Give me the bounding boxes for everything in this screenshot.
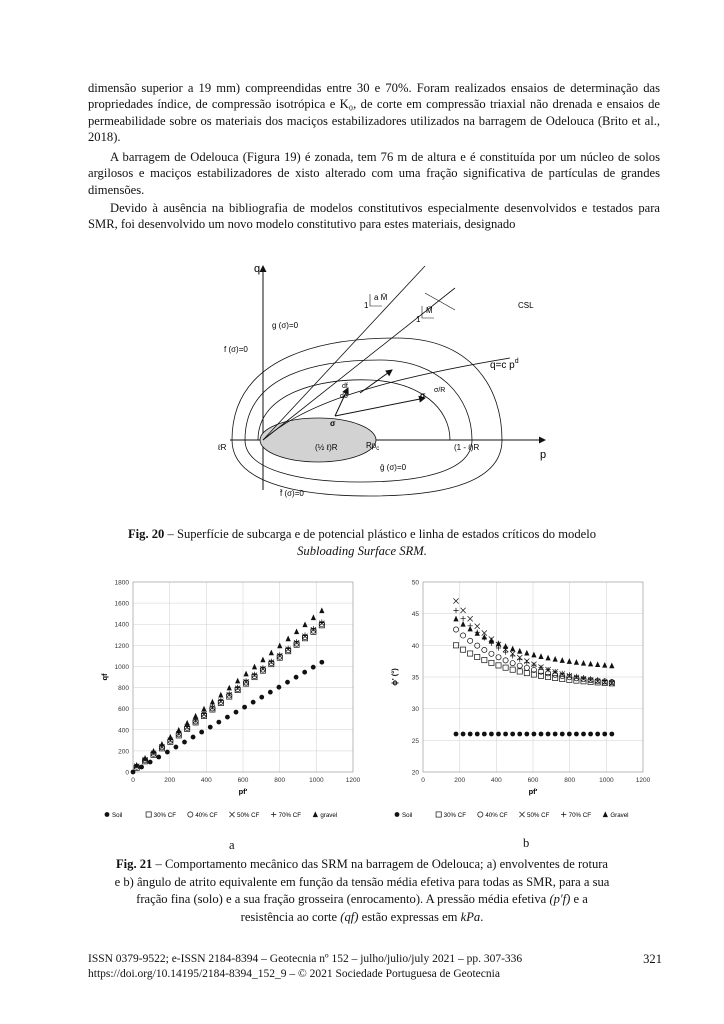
data-point (560, 671, 565, 676)
dsigma-label: dσ (340, 393, 349, 400)
y-tick-label: 200 (118, 748, 129, 756)
y-tick-label: 40 (411, 642, 419, 650)
fig20-caption-label: Fig. 20 (127, 527, 165, 541)
data-point (227, 691, 232, 696)
legend-label: 50% CF (527, 812, 550, 819)
data-point (235, 685, 240, 690)
fig21-caption: Fig. 21 – Comportamento mecânico das SRM na barragem de Odelouca; a) envolventes de rotura e b) ângulo de atrito equivalente em função da tensão média efetiva para todas as SMR, para a sua fração fina (solo) e a sua fração grosseira (enrocamento). A pressão média efetiva (p′f) e a resistência ao corte (qf) estão expressas em kPa. (114, 857, 610, 924)
data-point (510, 667, 515, 672)
data-point (453, 598, 458, 603)
f-surface-label: f (σ)=0 (224, 345, 248, 354)
paragraph-3: Devido à ausência na bibliografia de modelos constitutivos especialmente desenvolvidos e testados para SMR, foi desenvolvido um novo modelo constitutivo para estes materiais, designado (88, 201, 660, 232)
data-point (595, 677, 600, 682)
legend-label: Soil (112, 812, 123, 819)
data-point (319, 660, 324, 665)
data-point (242, 705, 247, 710)
slope-1-left: 1 (364, 301, 369, 310)
data-point (475, 624, 480, 629)
data-point (269, 659, 274, 664)
data-point (453, 608, 458, 613)
x-tick-label: 600 (237, 777, 249, 784)
x-tick-label: 1200 (635, 777, 651, 784)
data-point (468, 732, 473, 737)
y-tick-label: 1400 (114, 621, 129, 629)
data-point (546, 732, 551, 737)
data-point (460, 616, 465, 621)
data-point (503, 665, 508, 670)
fig21-caption-line4b: estão expressas em (361, 909, 458, 924)
footer-issn: ISSN 0379-9522; e-ISSN 2184-8394 – Geotecnia nº 152 – julho/julio/july 2021 – pp. 307-336 (88, 953, 523, 965)
data-point (216, 720, 221, 725)
data-point (468, 626, 473, 632)
data-point (524, 650, 529, 656)
csl-label: CSL (518, 301, 534, 310)
data-point (524, 670, 529, 675)
data-point (286, 646, 291, 651)
data-point (311, 626, 316, 631)
data-point (503, 650, 508, 655)
data-point (517, 669, 522, 674)
data-point (139, 765, 144, 770)
data-point (567, 658, 572, 664)
data-point (517, 732, 522, 737)
legend-marker (105, 812, 110, 817)
fig20-diagram (210, 258, 580, 508)
series-gravel (453, 616, 614, 669)
data-point (560, 657, 565, 663)
data-point (159, 741, 164, 747)
data-point (285, 680, 290, 685)
footer-doi: https://doi.org/10.14195/2184-8394_152_9 – © 2021 Sociedade Portuguesa de Geotecnia (88, 968, 500, 980)
y-tick-label: 600 (118, 706, 129, 714)
fig21-caption-line4: resistência ao corte (240, 909, 338, 924)
data-point (234, 710, 239, 715)
data-point (294, 628, 299, 634)
data-point (259, 695, 264, 700)
data-point (503, 658, 508, 663)
data-point (461, 732, 466, 737)
series-30-cf (134, 623, 324, 771)
legend-marker (603, 811, 608, 817)
data-point (319, 607, 324, 613)
chart-b (385, 572, 660, 834)
data-point (588, 732, 593, 737)
rpc-label: $Rp_c$ (366, 441, 380, 452)
data-point (251, 700, 256, 705)
y-tick-label: 1800 (114, 579, 129, 587)
legend-marker (519, 812, 524, 817)
data-point (475, 732, 480, 737)
data-point (524, 660, 529, 665)
data-point (182, 740, 187, 745)
data-point (286, 636, 291, 642)
data-point (148, 760, 153, 765)
data-point (489, 651, 494, 656)
x-tick-label: 1000 (599, 777, 614, 784)
data-point (581, 660, 586, 666)
data-point (489, 637, 494, 643)
data-point (482, 647, 487, 652)
fig21-caption-line3: fração fina (solo) e a sua fração grosseira (enrocamento). A pressão média efetiva (136, 892, 547, 906)
legend-marker (478, 812, 483, 817)
data-point (517, 663, 522, 668)
data-point (496, 663, 501, 668)
data-point (302, 670, 307, 675)
y-tick-label: 35 (411, 674, 419, 682)
data-point (235, 678, 240, 684)
legend-marker (313, 811, 318, 817)
legend-label: gravel (320, 812, 338, 819)
subfigure-b-label: b (523, 836, 530, 850)
data-point (460, 621, 465, 627)
x-tick-label: 400 (490, 777, 502, 784)
fig20-caption (60, 526, 664, 560)
x-tick-label: 400 (200, 777, 212, 784)
x-tick-label: 800 (274, 777, 286, 784)
x-axis-label: pf' (528, 787, 538, 796)
data-point (453, 616, 458, 622)
legend-marker (561, 812, 566, 817)
data-point (510, 646, 515, 652)
y-tick-label: 30 (411, 706, 419, 714)
data-point (553, 656, 558, 662)
data-point (475, 630, 480, 636)
y-tick-label: 20 (411, 769, 419, 777)
data-point (496, 655, 501, 660)
fig21-caption-pf: (p′f) (549, 892, 571, 906)
data-point (489, 732, 494, 737)
data-point (165, 750, 170, 755)
x-tick-label: 1000 (309, 777, 324, 784)
legend-label: Gravel (610, 812, 629, 819)
sigma-r-label: σ (420, 391, 426, 400)
data-point (191, 735, 196, 740)
slope-aM-label: a M̄ (374, 293, 388, 302)
data-point (531, 662, 536, 667)
fig21-caption-label: Fig. 21 (115, 857, 153, 871)
fig21-caption-line2: e b) ângulo de atrito equivalente em função da tensão média efetiva para todas as SMR, para a sua (114, 874, 610, 889)
data-point (524, 665, 529, 670)
y-tick-label: 1600 (114, 600, 129, 608)
data-point (524, 732, 529, 737)
data-point (243, 671, 248, 677)
data-point (475, 654, 480, 659)
fig20-caption-text: – Superfície de subcarga e de potencial plástico e linha de estados críticos do modelo (167, 527, 597, 541)
data-point (468, 638, 473, 643)
data-point (609, 679, 614, 684)
chart-a (95, 572, 370, 834)
data-point (609, 732, 614, 737)
series-soil (131, 660, 325, 775)
data-point (588, 661, 593, 667)
data-point (581, 732, 586, 737)
data-point (482, 658, 487, 663)
data-point (268, 690, 273, 695)
data-point (252, 672, 257, 677)
data-point (532, 732, 537, 737)
x-axis-label: pf' (238, 787, 248, 796)
paragraph-2: A barragem de Odelouca (Figura 19) é zonada, tem 76 m de altura e é constituída por um núcleo de solos argilosos e maciços estabilizadores de xisto alterado com uma fração significativa de partículas de grandes dimensões. (88, 150, 660, 197)
p-axis-label: p (540, 449, 547, 461)
fig21-caption-qf: (qf) (340, 909, 359, 924)
data-point (567, 732, 572, 737)
data-point (277, 652, 282, 657)
data-point (302, 633, 307, 638)
data-point (460, 633, 465, 638)
data-point (260, 657, 265, 663)
data-point (243, 678, 248, 683)
data-point (174, 745, 179, 750)
data-point (560, 732, 565, 737)
left-r-label: ℓR (218, 443, 227, 452)
slope-1-right: 1 (416, 315, 421, 324)
data-point (199, 730, 204, 735)
legend-label: Soil (402, 812, 413, 819)
data-point (496, 640, 501, 646)
fig21-caption-kpa: kPa (460, 909, 481, 924)
y-axis-label: qf (100, 673, 109, 681)
legend (105, 811, 338, 819)
g-surface-label: g (σ)=0 (272, 321, 299, 330)
x-tick-label: 1200 (345, 777, 361, 784)
legend-label: 70% CF (568, 812, 592, 819)
data-point (277, 685, 282, 690)
legend-label: 70% CF (278, 812, 302, 819)
subfigure-a-label: a (229, 838, 235, 852)
fig20-caption-italic: Subloading Surface SRM. (297, 544, 427, 558)
csl-equation: q=c $p^d$ (490, 358, 519, 371)
legend-marker (146, 812, 151, 817)
data-point (489, 660, 494, 665)
df-label: df (342, 383, 348, 390)
legend-marker (188, 812, 193, 817)
x-tick-label: 0 (131, 777, 135, 784)
x-tick-label: 800 (564, 777, 576, 784)
data-point (460, 608, 465, 613)
y-tick-label: 1000 (114, 663, 129, 671)
data-point (595, 661, 600, 667)
legend (395, 811, 629, 819)
series-soil (454, 732, 615, 737)
legend-marker (271, 812, 276, 817)
data-point (539, 732, 544, 737)
data-point (602, 732, 607, 737)
data-point (168, 734, 173, 740)
data-point (468, 651, 473, 656)
y-tick-label: 400 (118, 727, 129, 735)
slope-M-label: M̄ (426, 306, 433, 315)
data-point (574, 659, 579, 665)
y-tick-label: 0 (125, 769, 129, 777)
data-point (201, 711, 206, 716)
data-point (311, 665, 316, 670)
legend-label: 40% CF (485, 812, 508, 819)
data-point (225, 715, 230, 720)
data-point (510, 661, 515, 666)
mid-r-label: (½ ℓ)R (315, 443, 338, 452)
data-point (210, 699, 215, 705)
data-point (595, 732, 600, 737)
data-point (609, 663, 614, 669)
outer-surface (232, 338, 502, 496)
legend-marker (229, 812, 234, 817)
legend-label: 50% CF (237, 812, 260, 819)
legend-label: 30% CF (443, 812, 467, 819)
data-point (218, 692, 223, 698)
fig21-caption-line3b: e a (573, 892, 588, 906)
paragraph-1: dimensão superior a 19 mm) compreendidas entre 30 e 70%. Foram realizados ensaios de determinação das propriedades índice, de compressão isotrópica e K₀, de corte em compressão triaxial não drenada e ensaios de permeabilidade sobre os materiais dos maciços estabilizadores utilizados na barragem de Odelouca (Brito et al., 2018). (88, 81, 660, 145)
data-point (567, 672, 572, 677)
right-r-label: (1 - ℓ)R (454, 443, 480, 452)
x-tick-label: 600 (527, 777, 539, 784)
data-point (510, 653, 515, 658)
data-point (496, 732, 501, 737)
data-point (453, 627, 458, 632)
data-point (294, 639, 299, 644)
data-point (475, 643, 480, 648)
data-point (531, 652, 536, 658)
x-tick-label: 0 (421, 777, 425, 784)
data-point (294, 675, 299, 680)
y-tick-label: 1200 (114, 642, 129, 650)
y-tick-label: 25 (411, 737, 419, 745)
data-point (319, 620, 324, 625)
fbar-surface-label: f̄ (σ)=0 (280, 489, 304, 498)
x-tick-label: 200 (454, 777, 466, 784)
data-point (574, 732, 579, 737)
data-point (185, 720, 190, 726)
data-point (545, 655, 550, 661)
data-point (193, 713, 198, 719)
data-point (460, 647, 465, 652)
legend-label: 30% CF (153, 812, 177, 819)
legend-label: 40% CF (195, 812, 218, 819)
data-point (218, 698, 223, 703)
data-point (208, 725, 213, 730)
data-point (468, 616, 473, 621)
y-tick-label: 50 (411, 579, 419, 587)
data-point (503, 732, 508, 737)
fig21-caption-line1: – Comportamento mecânico das SRM na barragem de Odelouca; a) envolventes de rotura (155, 857, 609, 871)
data-point (503, 643, 508, 649)
data-point (454, 732, 459, 737)
data-point (538, 653, 543, 659)
data-point (311, 614, 316, 620)
data-point (482, 732, 487, 737)
data-point (517, 657, 522, 662)
y-tick-label: 45 (411, 611, 419, 619)
data-point (156, 755, 161, 760)
data-point (581, 675, 586, 680)
data-point (553, 732, 558, 737)
f-surface (245, 360, 472, 482)
data-point (517, 648, 522, 654)
x-tick-label: 200 (164, 777, 176, 784)
legend-marker (436, 812, 441, 817)
data-point (269, 650, 274, 656)
y-tick-label: 800 (118, 685, 129, 693)
data-point (510, 732, 515, 737)
legend-marker (395, 812, 400, 817)
y-axis-label: ϕ' (°) (390, 668, 399, 686)
sigma-ratio-label: σ/R (434, 387, 446, 394)
data-point (260, 665, 265, 670)
gbar-surface-label: ḡ (σ)=0 (380, 463, 407, 472)
q-axis-label: q (254, 263, 261, 275)
sigma-label: σ (330, 419, 336, 428)
page-number: 321 (643, 952, 662, 966)
